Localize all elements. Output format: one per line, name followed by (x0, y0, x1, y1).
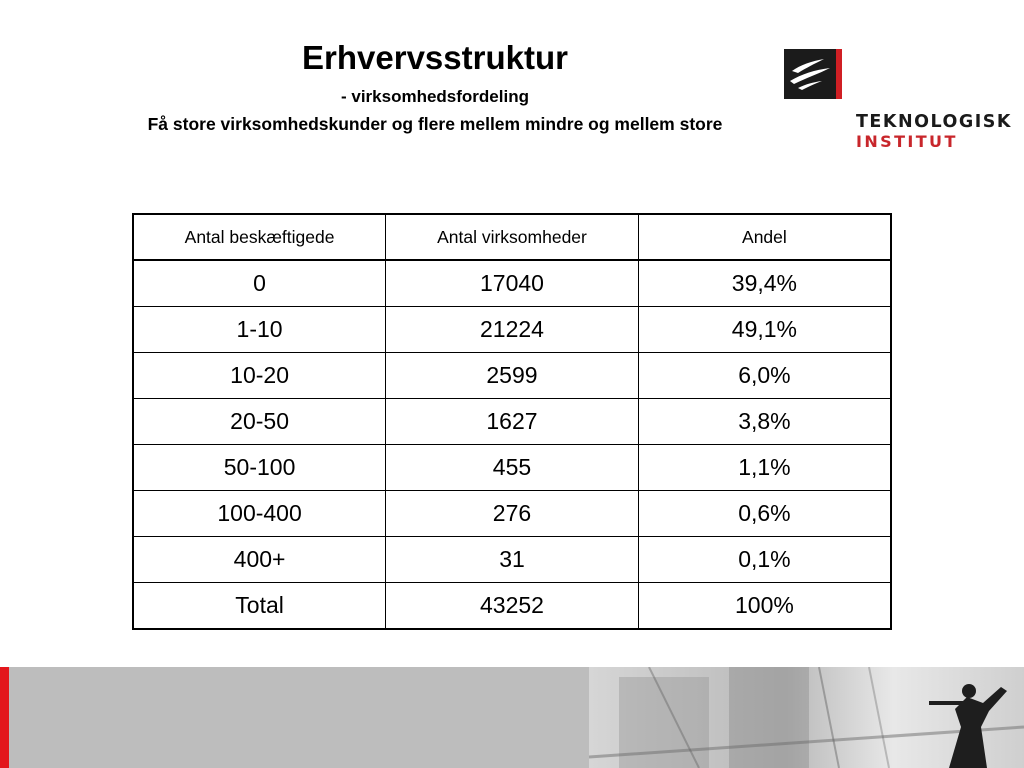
cell-share: 1,1% (638, 445, 891, 491)
cell-employees: 10-20 (133, 353, 386, 399)
column-header-employees: Antal beskæftigede (133, 214, 386, 260)
company-logo-text (856, 112, 1024, 152)
logo-line-1: TEKNOLOGISK (856, 112, 1012, 132)
column-header-companies: Antal virksomheder (386, 214, 639, 260)
cell-share: 6,0% (638, 353, 891, 399)
logo-line-2: INSTITUT (856, 132, 958, 151)
teknologisk-logo-icon (784, 49, 842, 99)
cell-companies: 43252 (386, 583, 639, 630)
cell-employees: 0 (133, 260, 386, 307)
column-header-share: Andel (638, 214, 891, 260)
table-row (133, 491, 891, 537)
page-title: Erhvervsstruktur (302, 39, 568, 76)
cell-share: 49,1% (638, 307, 891, 353)
table-row (133, 399, 891, 445)
page-subtitle-description: Få store virksomhedskunder og flere mellem mindre og mellem store (147, 114, 723, 134)
cell-employees: 400+ (133, 537, 386, 583)
table-total-row (133, 583, 891, 630)
table-row (133, 537, 891, 583)
page-subtitle: - virksomhedsfordeling (341, 87, 529, 106)
cell-share: 0,1% (638, 537, 891, 583)
footer-photo-image (589, 667, 1024, 768)
cell-companies: 1627 (386, 399, 639, 445)
cell-employees: Total (133, 583, 386, 630)
cell-companies: 17040 (386, 260, 639, 307)
employment-distribution-table (132, 213, 892, 630)
table-header-row (133, 214, 891, 260)
cell-companies: 31 (386, 537, 639, 583)
table-row (133, 445, 891, 491)
cell-employees: 20-50 (133, 399, 386, 445)
footer-grey-band (9, 667, 589, 768)
table-row (133, 353, 891, 399)
cell-share: 0,6% (638, 491, 891, 537)
cell-employees: 50-100 (133, 445, 386, 491)
cell-share: 100% (638, 583, 891, 630)
cell-companies: 276 (386, 491, 639, 537)
cell-employees: 1-10 (133, 307, 386, 353)
cell-companies: 21224 (386, 307, 639, 353)
cell-share: 39,4% (638, 260, 891, 307)
table-row (133, 260, 891, 307)
cell-companies: 2599 (386, 353, 639, 399)
table-row (133, 307, 891, 353)
cell-share: 3,8% (638, 399, 891, 445)
cell-employees: 100-400 (133, 491, 386, 537)
footer-accent-bar (0, 667, 9, 768)
cell-companies: 455 (386, 445, 639, 491)
